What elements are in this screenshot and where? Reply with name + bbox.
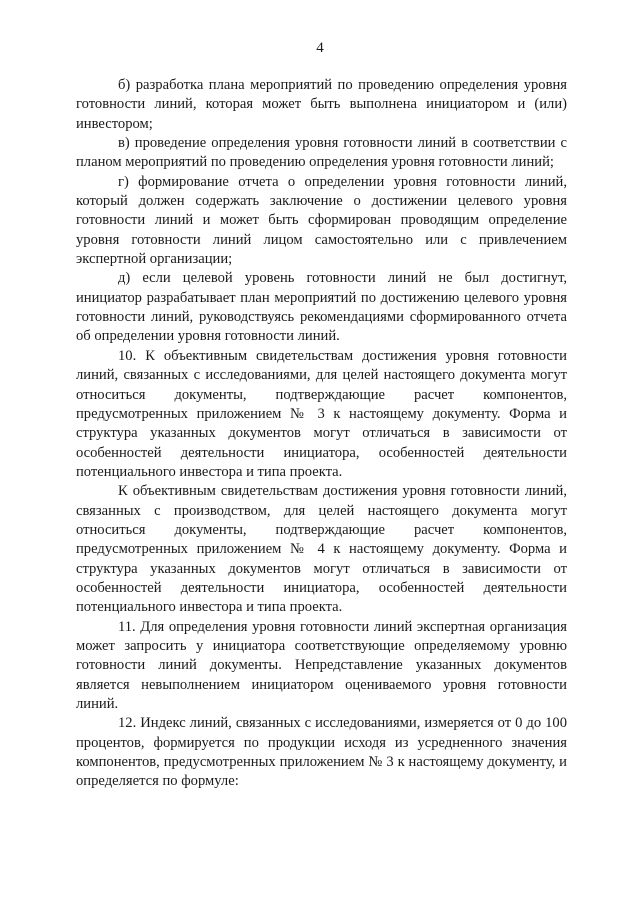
paragraph-12: 12. Индекс линий, связанных с исследованиями, измеряется от 0 до 100 процентов, формируется по продукции исходя из усредненного значения компонентов, предусмотренных приложением № 3 к настоящему документу, и определяется по формуле:	[76, 715, 567, 790]
paragraph-d: д) если целевой уровень готовности линий не был достигнут, инициатор разрабатывает план мероприятий по достижению целевого уровня готовности линий, руководствуясь рекомендациями сформированного отчета об определении уровня готовности линий.	[76, 270, 567, 345]
paragraph-11: 11. Для определения уровня готовности линий экспертная организация может запросить у инициатора соответствующие определяемому уровню готовности линий документы. Непредставление указанных документов является невыполнением инициатором оцениваемого уровня готовности линий.	[76, 618, 567, 712]
paragraph-10-continued: К объективным свидетельствам достижения уровня готовности линий, связанных с производством, для целей настоящего документа могут относиться документы, подтверждающие расчет компонентов, предусмотренных приложением № 4 к настоящему документу. Форма и структура указанных документов могут отличаться в зависимости от особенностей деятельности инициатора, особенностей деятельности потенциального инвестора и типа проекта.	[76, 483, 567, 616]
paragraph-10: 10. К объективным свидетельствам достижения уровня готовности линий, связанных с исследованиями, для целей настоящего документа могут относиться документы, подтверждающие расчет компонентов, предусмотренных приложением № 3 к настоящему документу. Форма и структура указанных документов могут отличаться в зависимости от особенностей деятельности инициатора, особенностей деятельности потенциального инвестора и типа проекта.	[76, 347, 567, 480]
document-body	[76, 76, 567, 792]
paragraph-b: б) разработка плана мероприятий по проведению определения уровня готовности линий, которая может быть выполнена инициатором и (или) инвестором;	[76, 77, 567, 132]
paragraph-v: в) проведение определения уровня готовности линий в соответствии с планом мероприятий по проведению определения уровня готовности линий;	[76, 135, 567, 171]
paragraph-g: г) формирование отчета о определении уровня готовности линий, который должен содержать заключение о достижении целевого уровня готовности линий и может быть сформирован проводящим определение уровня готовности линий лицом самостоятельно или с привлечением экспертной организации;	[76, 173, 567, 268]
page-number: 4	[316, 40, 324, 56]
